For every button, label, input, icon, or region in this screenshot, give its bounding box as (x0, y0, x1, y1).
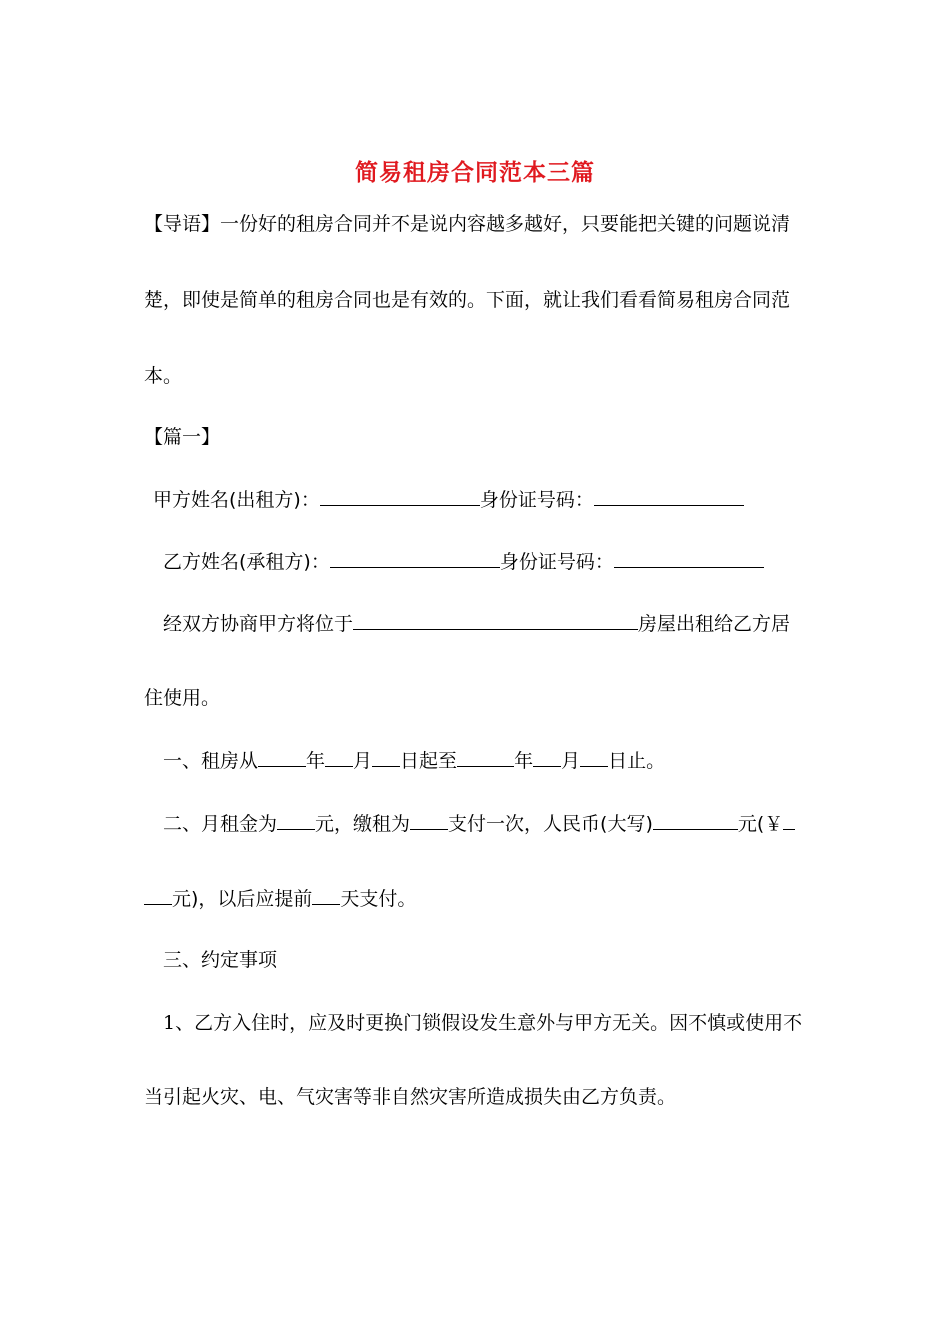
clause-3-1-line-2: 当引起火灾、电、气灾害等非自然灾害所造成损失由乙方负责。 (144, 1086, 677, 1108)
term-end-day-blank[interactable] (580, 748, 608, 767)
rent-cont-end: 元)，以后应提前 (172, 888, 313, 910)
term-day-from: 日起至 (400, 750, 458, 772)
rent-days: 天支付。 (340, 888, 417, 910)
term-month-label-2: 月 (561, 750, 581, 772)
intro-line-1: 【导语】一份好的租房合同并不是说内容越多越好，只要能把关键的问题说清 (144, 213, 791, 235)
term-day-to: 日止。 (608, 750, 666, 772)
rent-capital-blank[interactable] (653, 811, 738, 830)
term-prefix: 一、租房从 (163, 750, 259, 772)
rent-yuan-paren: 元(￥ (737, 813, 784, 835)
document-title: 简易租房合同范本三篇 (355, 159, 595, 186)
party-a-label: 甲方姓名(出租方)： (153, 489, 320, 511)
term-end-month-blank[interactable] (533, 748, 561, 767)
party-a-name-blank[interactable] (320, 487, 480, 506)
intro-line-3: 本。 (144, 365, 183, 387)
party-b-row (163, 549, 764, 574)
term-row (163, 748, 665, 773)
term-year-label: 年 (306, 750, 326, 772)
rent-row (163, 811, 795, 836)
rent-amount-blank[interactable] (277, 811, 315, 830)
rent-figure-blank-cont[interactable] (144, 886, 172, 905)
intro-line-2: 楚，即使是简单的租房合同也是有效的。下面，就让我们看看简易租房合同范 (144, 289, 791, 311)
rent-period-blank[interactable] (410, 811, 448, 830)
rent-pay-once: 支付一次，人民币(大写) (448, 813, 653, 835)
term-end-year-blank[interactable] (457, 748, 514, 767)
party-b-id-blank[interactable] (614, 549, 764, 568)
location-blank[interactable] (353, 611, 638, 630)
party-a-id-blank[interactable] (594, 487, 744, 506)
party-b-name-blank[interactable] (330, 549, 500, 568)
section-heading-1: 【篇一】 (144, 426, 221, 448)
location-prefix: 经双方协商甲方将位于 (163, 613, 354, 635)
party-a-id-label: 身份证号码： (479, 489, 594, 511)
party-a-row (153, 487, 744, 512)
rent-prefix: 二、月租金为 (163, 813, 278, 835)
rent-yuan: 元，缴租为 (315, 813, 411, 835)
location-row (163, 611, 790, 636)
term-year-label-2: 年 (514, 750, 534, 772)
location-suffix: 房屋出租给乙方居 (638, 613, 791, 635)
rent-advance-days-blank[interactable] (312, 886, 340, 905)
clause-3-1-line-1 (163, 1011, 802, 1035)
party-b-label: 乙方姓名(承租方)： (163, 551, 330, 573)
rent-continuation-row (144, 886, 416, 911)
clause-3-1-text-1: 、乙方入住时，应及时更换门锁假设发生意外与甲方无关。因不慎或使用不 (175, 1012, 803, 1034)
term-month-label: 月 (353, 750, 373, 772)
rent-figure-blank[interactable] (783, 811, 795, 830)
term-start-month-blank[interactable] (325, 748, 353, 767)
clause-3-title: 三、约定事项 (163, 949, 278, 971)
location-continuation: 住使用。 (144, 687, 221, 709)
term-start-day-blank[interactable] (372, 748, 400, 767)
party-b-id-label: 身份证号码： (499, 551, 614, 573)
term-start-year-blank[interactable] (258, 748, 306, 767)
clause-3-1-number: 1 (163, 1012, 176, 1034)
